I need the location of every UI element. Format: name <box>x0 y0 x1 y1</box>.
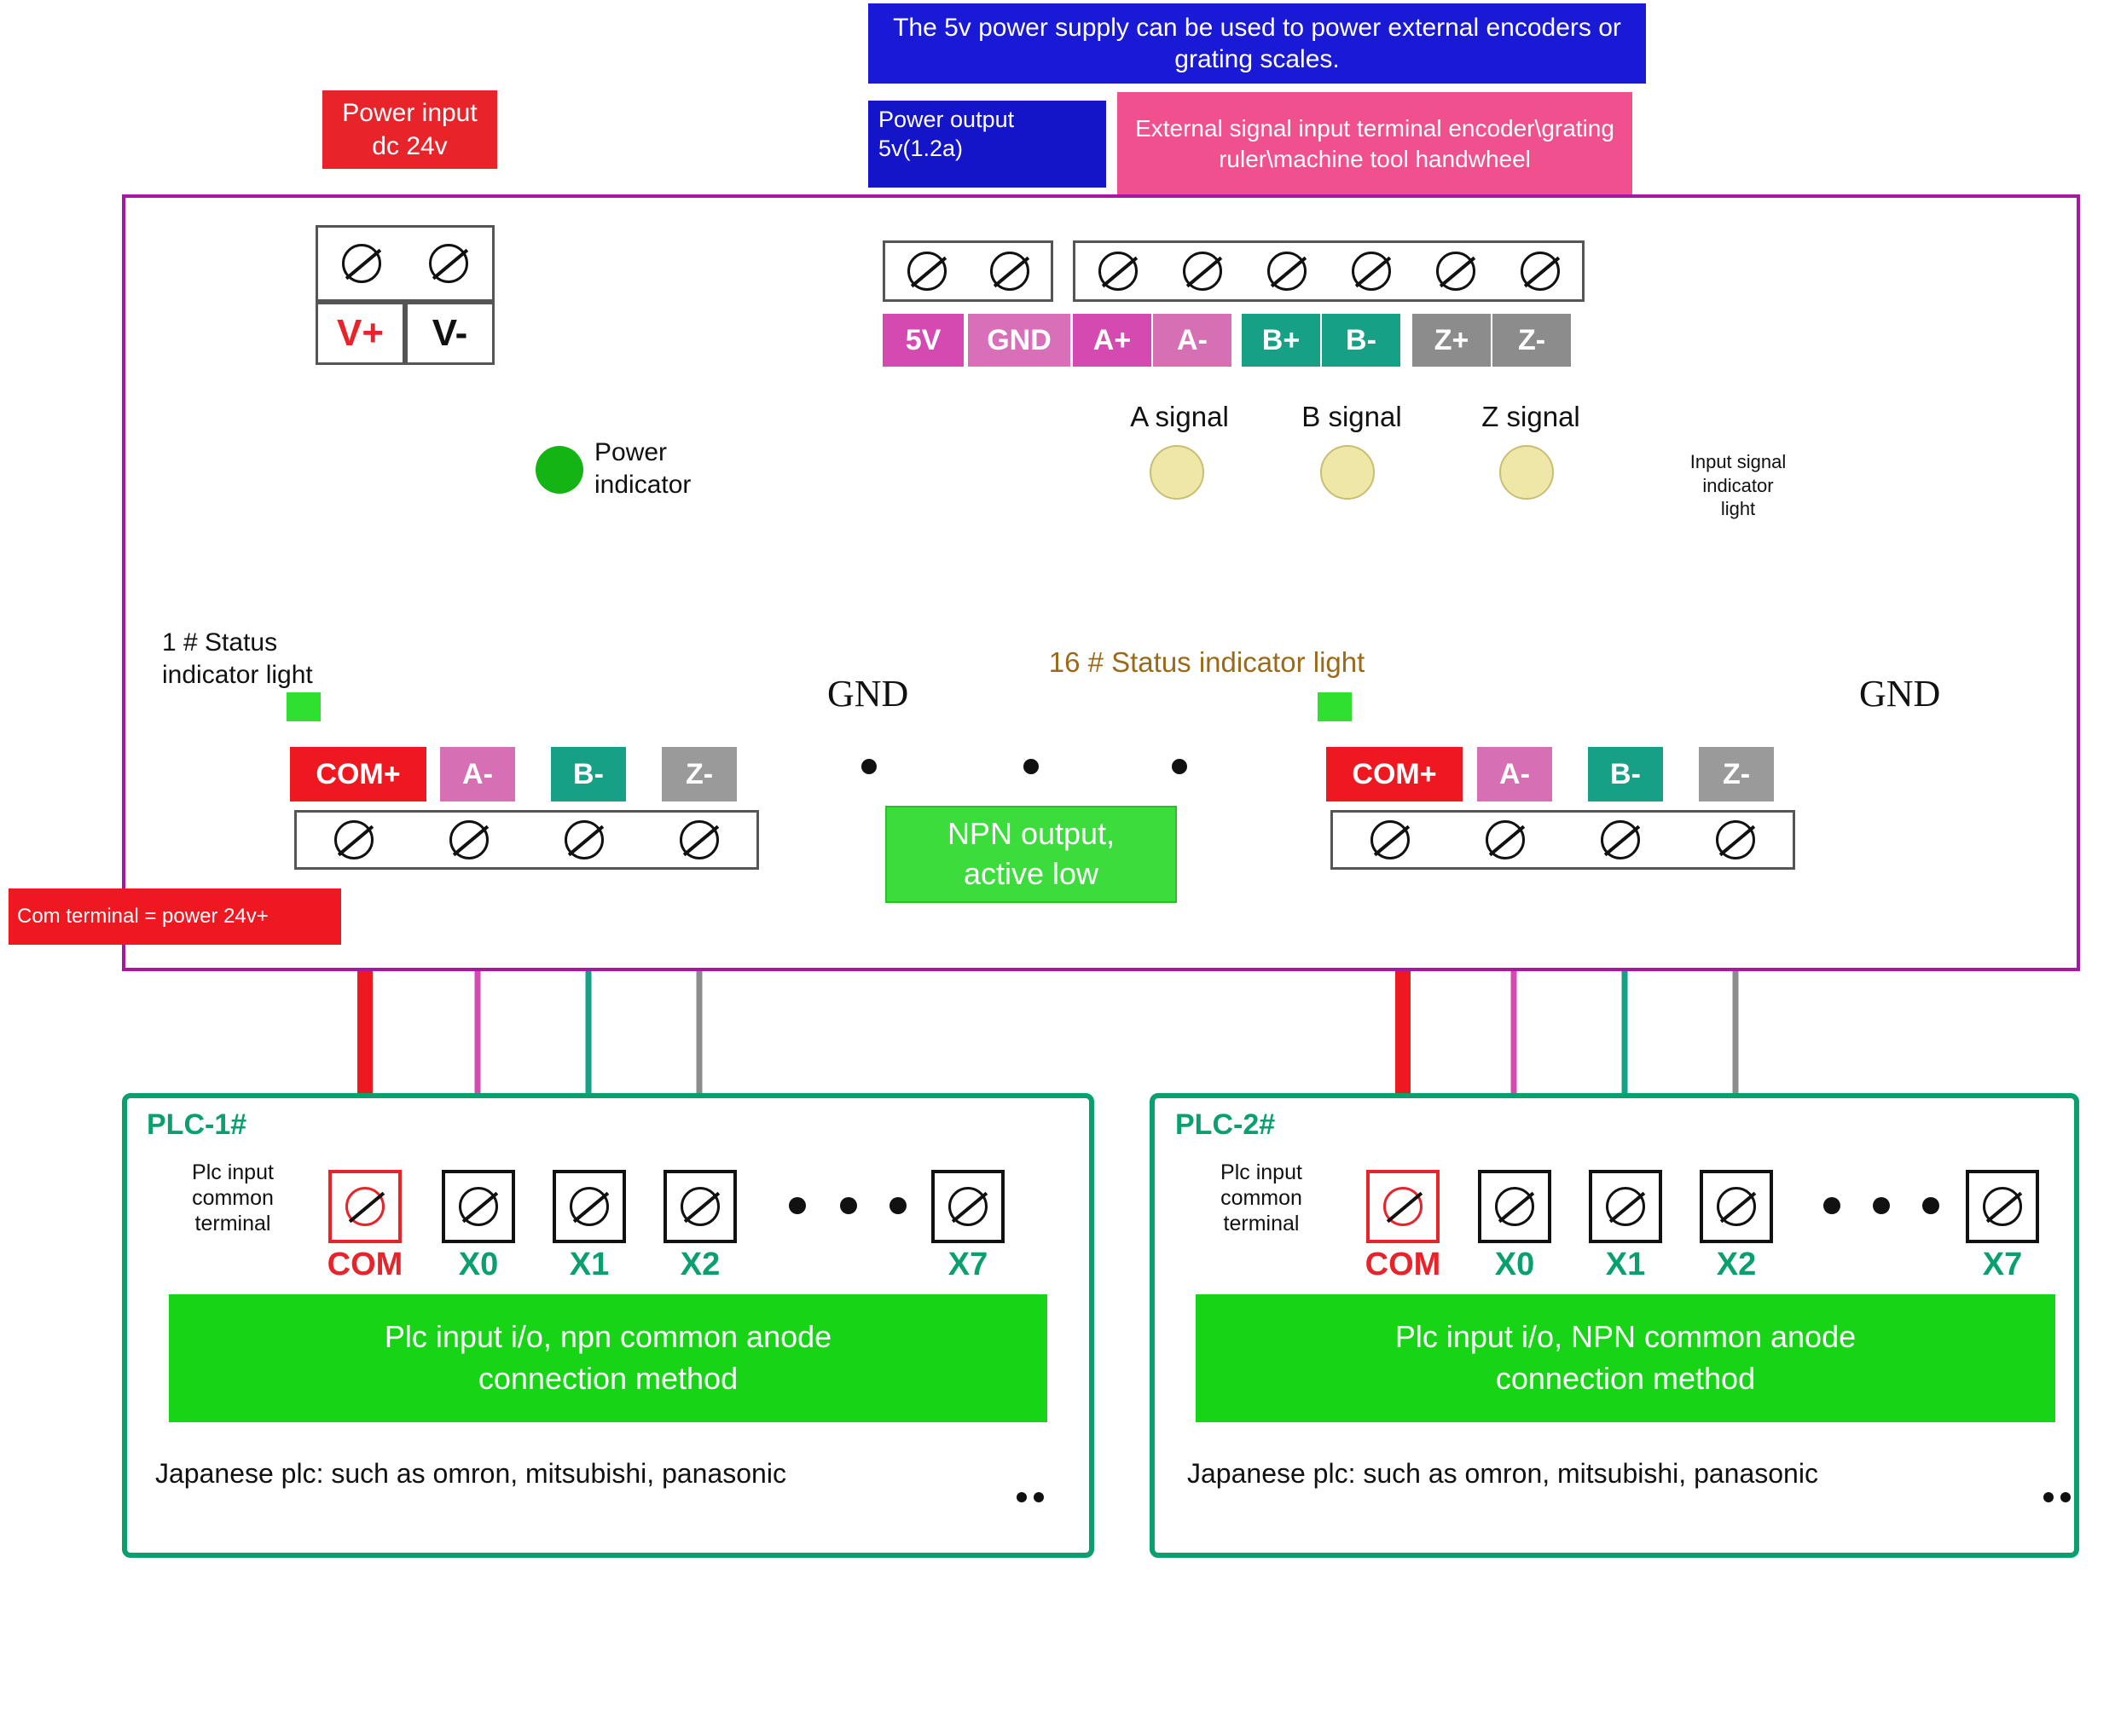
signal-indicator-lamp-z <box>1499 445 1554 500</box>
plc-2-label-x1: X1 <box>1605 1247 1646 1282</box>
terminal-label-z-plus: Z+ <box>1412 314 1491 367</box>
output1-label-z: Z- <box>662 747 737 801</box>
screw-icon <box>948 1187 988 1226</box>
plc-1-terminal-x1[interactable] <box>553 1170 626 1243</box>
plc-1-label-x2: X2 <box>680 1247 721 1282</box>
terminal-label-vminus: V- <box>405 302 495 365</box>
encoder-signal-terminal-block <box>1073 240 1585 302</box>
screw-icon[interactable] <box>1486 820 1525 859</box>
plc-2-label-x2: X2 <box>1716 1247 1757 1282</box>
status-indicator-1-led <box>287 692 321 721</box>
screw-icon[interactable] <box>1521 252 1560 291</box>
output1-label-com: COM+ <box>290 747 426 801</box>
screw-icon[interactable] <box>1716 820 1755 859</box>
terminal-label-5v: 5V <box>883 314 964 367</box>
note-external-signal-input <box>1117 92 1632 196</box>
plc-1-label-x0: X0 <box>458 1247 499 1282</box>
gnd-label-right: GND <box>1859 673 1941 715</box>
screw-icon[interactable] <box>1436 252 1475 291</box>
signal-indicator-lamp-a <box>1150 445 1204 500</box>
screw-icon[interactable] <box>1098 252 1138 291</box>
plc-2-footer: Japanese plc: such as omron, mitsubishi, panasonic <box>1187 1458 1818 1489</box>
com-terminal-note: Com terminal = power 24v+ <box>9 888 341 945</box>
signal-label-b: B signal <box>1301 401 1402 432</box>
note-power-output-line1: Power output <box>878 107 1015 132</box>
output1-label-b: B- <box>551 747 626 801</box>
terminal-label-b-minus: B- <box>1322 314 1400 367</box>
screw-icon[interactable] <box>1183 252 1222 291</box>
gnd-label-left: GND <box>827 673 909 715</box>
output1-label-a: A- <box>440 747 515 801</box>
ellipsis-dot <box>2060 1492 2071 1502</box>
plc-1-footer: Japanese plc: such as omron, mitsubishi, panasonic <box>155 1458 786 1489</box>
terminal-label-gnd: GND <box>968 314 1070 367</box>
status-indicator-16-label: 16 # Status indicator light <box>1048 646 1365 678</box>
note-power-output <box>868 101 1106 188</box>
note-input-signal-line2: indicator <box>1702 474 1774 496</box>
encoder-power-terminal-block <box>883 240 1053 302</box>
screw-icon[interactable] <box>1601 820 1640 859</box>
ellipsis-dot <box>1823 1197 1840 1214</box>
note-input-signal-line1: Input signal <box>1689 451 1787 472</box>
npn-output-note <box>885 806 1177 903</box>
screw-icon[interactable] <box>1267 252 1307 291</box>
screw-icon <box>459 1187 498 1226</box>
ellipsis-dot <box>1017 1492 1027 1502</box>
screw-icon[interactable] <box>1352 252 1391 291</box>
plc-1-terminal-x2[interactable] <box>663 1170 737 1243</box>
note-power-input <box>322 90 497 169</box>
plc-2-label-com: COM <box>1365 1247 1441 1282</box>
output2-label-com: COM+ <box>1326 747 1463 801</box>
power-indicator-label-line1: Power <box>594 438 668 466</box>
terminal-label-vplus: V+ <box>316 302 405 365</box>
ellipsis-dot <box>1034 1492 1044 1502</box>
ellipsis-dot <box>2043 1492 2054 1502</box>
npn-output-line1: NPN output, <box>947 816 1115 852</box>
status-indicator-1-line1: 1 # Status <box>162 628 278 657</box>
plc-2-common-label <box>1180 1160 1342 1236</box>
plc-1-terminal-x7[interactable] <box>931 1170 1005 1243</box>
plc-1-banner-line1: Plc input i/o, npn common anode <box>384 1319 832 1355</box>
terminal-label-b-plus: B+ <box>1242 314 1320 367</box>
note-5v-power-supply-text: The 5v power supply can be used to power external encoders or grating scales. <box>893 13 1621 73</box>
screw-icon <box>1383 1187 1423 1226</box>
plc-1-label-x1: X1 <box>569 1247 610 1282</box>
screw-icon[interactable] <box>565 820 604 859</box>
screw-icon <box>1983 1187 2022 1226</box>
output2-label-b: B- <box>1588 747 1663 801</box>
screw-icon[interactable] <box>449 820 489 859</box>
ellipsis-dot <box>789 1197 806 1214</box>
note-power-input-line1: Power input <box>342 99 478 127</box>
output2-label-a: A- <box>1477 747 1552 801</box>
plc-1-common-line1: Plc input <box>192 1160 274 1184</box>
plc-2-terminal-x1[interactable] <box>1589 1170 1662 1243</box>
plc-2-common-line3: terminal <box>1223 1212 1300 1235</box>
power-indicator-label <box>594 437 765 501</box>
screw-icon <box>1606 1187 1645 1226</box>
plc-1-banner-line2: connection method <box>478 1361 739 1396</box>
power-indicator-label-line2: indicator <box>594 470 692 499</box>
ellipsis-dot <box>1922 1197 1939 1214</box>
status-indicator-1-line2: indicator light <box>162 660 313 689</box>
screw-icon <box>1717 1187 1756 1226</box>
plc-2-title: PLC-2# <box>1175 1108 1276 1141</box>
screw-icon <box>1495 1187 1534 1226</box>
plc-1-common-line2: common <box>192 1186 274 1210</box>
plc-2-terminal-com[interactable] <box>1366 1170 1440 1243</box>
terminal-label-z-minus: Z- <box>1492 314 1571 367</box>
plc-2-banner <box>1196 1294 2055 1422</box>
plc-1-banner <box>169 1294 1047 1422</box>
power-terminal-block <box>316 225 495 302</box>
plc-2-terminal-x7[interactable] <box>1966 1170 2039 1243</box>
plc-1-terminal-com[interactable] <box>328 1170 402 1243</box>
note-input-signal-indicator-light <box>1653 450 1823 521</box>
plc-2-common-line1: Plc input <box>1220 1160 1302 1184</box>
screw-icon[interactable] <box>342 244 381 283</box>
ellipsis-dot <box>840 1197 857 1214</box>
note-5v-power-supply <box>868 3 1646 84</box>
status-indicator-16-led <box>1318 692 1352 721</box>
ellipsis-dot <box>1172 759 1187 774</box>
ellipsis-dot <box>861 759 877 774</box>
ellipsis-dot <box>1023 759 1039 774</box>
plc-1-label-x7: X7 <box>947 1247 988 1282</box>
ellipsis-dot <box>889 1197 907 1214</box>
output2-label-z: Z- <box>1699 747 1774 801</box>
screw-icon <box>681 1187 720 1226</box>
plc-2-terminal-x0[interactable] <box>1478 1170 1551 1243</box>
plc-1-title: PLC-1# <box>147 1108 247 1141</box>
note-input-signal-line3: light <box>1720 498 1756 519</box>
note-power-output-line2: 5v(1.2a) <box>878 135 964 161</box>
terminal-label-a-plus: A+ <box>1073 314 1151 367</box>
plc-2-label-x0: X0 <box>1494 1247 1535 1282</box>
note-external-signal-input-text: External signal input terminal encoder\grating ruler\machine tool handwheel <box>1135 114 1614 172</box>
screw-icon[interactable] <box>680 820 719 859</box>
signal-label-z: Z signal <box>1481 401 1580 432</box>
plc-2-terminal-x2[interactable] <box>1700 1170 1773 1243</box>
ellipsis-dot <box>1873 1197 1890 1214</box>
plc-1-terminal-x0[interactable] <box>442 1170 515 1243</box>
plc-2-label-x7: X7 <box>1982 1247 2023 1282</box>
plc-1-common-label <box>152 1160 314 1236</box>
plc-2-banner-line1: Plc input i/o, NPN common anode <box>1394 1319 1857 1355</box>
output2-terminal-block <box>1330 810 1795 870</box>
plc-2-banner-line2: connection method <box>1495 1361 1756 1396</box>
plc-2-common-line2: common <box>1220 1186 1302 1210</box>
signal-label-a: A signal <box>1130 401 1229 432</box>
screw-icon <box>570 1187 609 1226</box>
power-indicator-led <box>536 446 583 494</box>
note-power-input-line2: dc 24v <box>372 132 448 160</box>
screw-icon[interactable] <box>429 244 468 283</box>
screw-icon[interactable] <box>1370 820 1410 859</box>
npn-output-line2: active low <box>963 856 1099 891</box>
signal-indicator-lamp-b <box>1320 445 1375 500</box>
status-indicator-1-label <box>162 627 375 691</box>
terminal-label-a-minus: A- <box>1153 314 1231 367</box>
screw-icon[interactable] <box>907 252 947 291</box>
output1-terminal-block <box>294 810 759 870</box>
screw-icon[interactable] <box>990 252 1029 291</box>
screw-icon <box>345 1187 385 1226</box>
plc-1-label-com: COM <box>327 1247 403 1282</box>
screw-icon[interactable] <box>334 820 374 859</box>
plc-1-common-line3: terminal <box>194 1212 271 1235</box>
